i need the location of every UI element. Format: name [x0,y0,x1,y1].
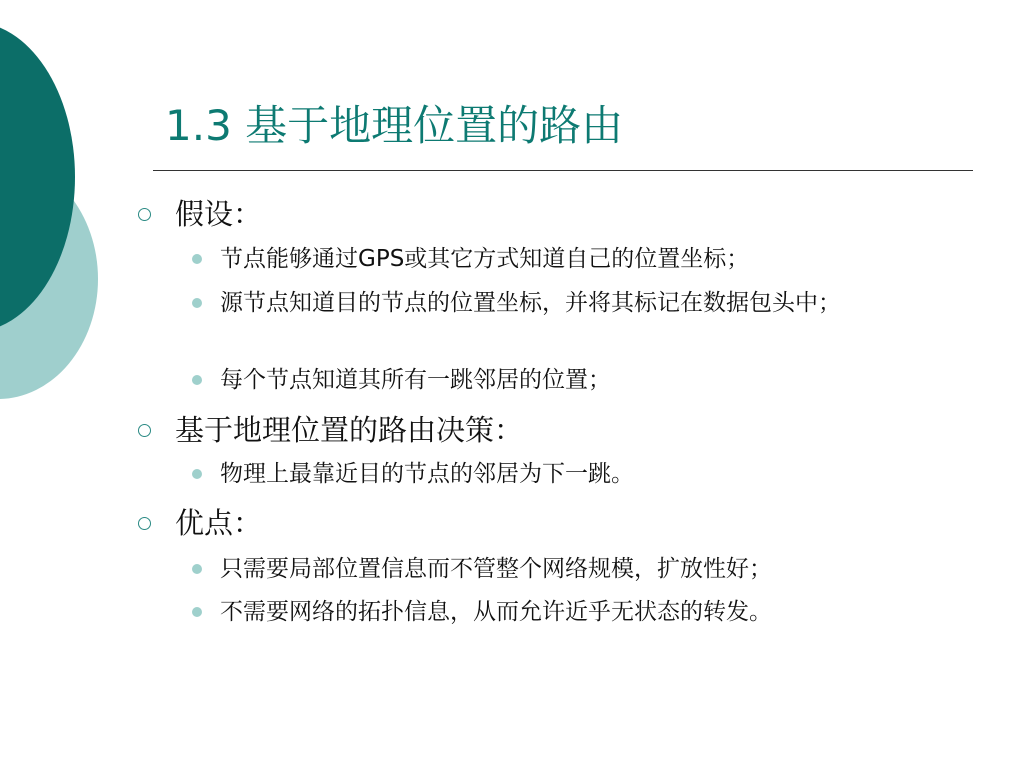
hollow-circle-bullet-icon [138,208,151,221]
list-item: 只需要局部位置信息而不管整个网络规模，扩放性好； [220,556,772,582]
list-item: 每个节点知道其所有一跳邻居的位置； [220,367,611,393]
dot-bullet-icon [192,469,202,479]
dot-bullet-icon [192,607,202,617]
list-item: 节点能够通过GPS或其它方式知道自己的位置坐标； [220,246,750,272]
section-heading: 优点： [175,506,263,540]
list-item: 物理上最靠近目的节点的邻居为下一跳。 [220,461,634,487]
section-heading: 基于地理位置的路由决策： [175,413,524,447]
hollow-circle-bullet-icon [138,517,151,530]
dot-bullet-icon [192,375,202,385]
hollow-circle-bullet-icon [138,424,151,437]
dot-bullet-icon [192,564,202,574]
section-heading: 假设： [175,197,263,231]
dot-bullet-icon [192,254,202,264]
slide-title: 1.3 基于地理位置的路由 [165,101,624,150]
list-item: 源节点知道目的节点的位置坐标，并将其标记在数据包头中； [220,290,841,316]
list-item: 不需要网络的拓扑信息，从而允许近乎无状态的转发。 [220,599,772,625]
dot-bullet-icon [192,298,202,308]
title-divider [153,170,973,171]
